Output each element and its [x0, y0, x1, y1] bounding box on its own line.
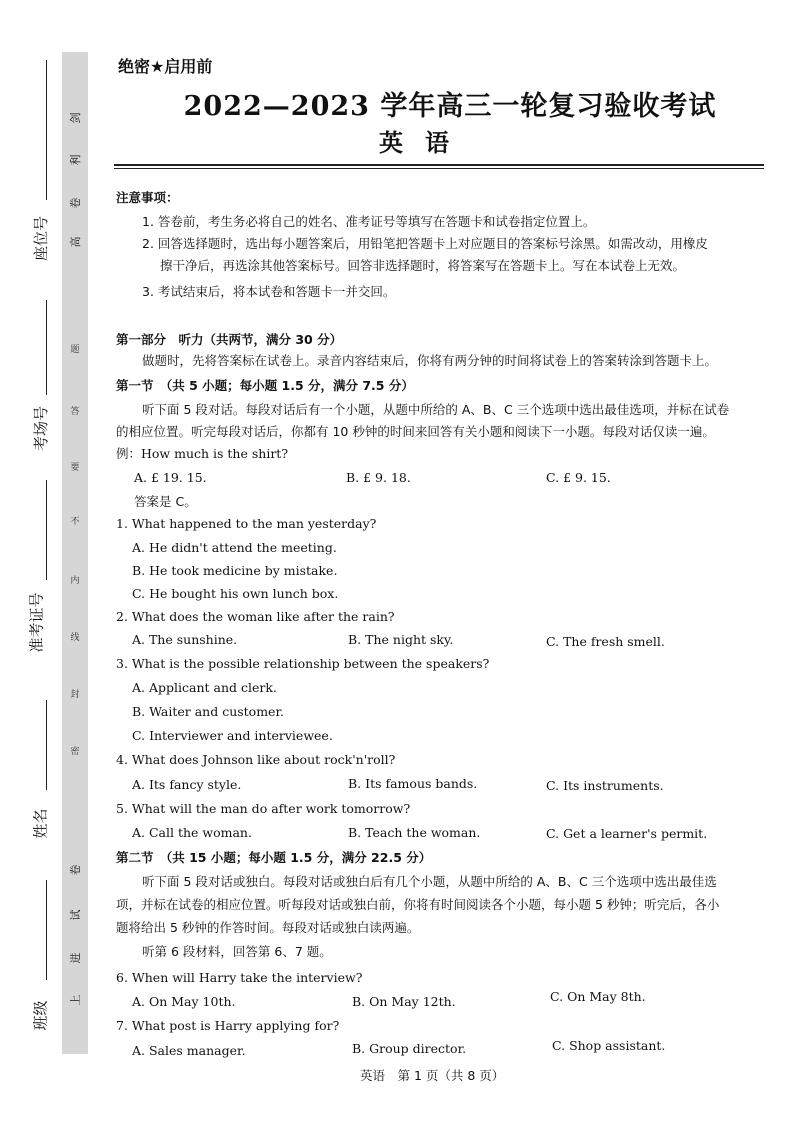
option: B. Waiter and customer. [132, 704, 285, 719]
gutter-char: 卷 [69, 864, 82, 876]
question: 2. What does the woman like after the rain? [116, 609, 395, 624]
class-line [46, 880, 47, 980]
name-line [46, 700, 47, 790]
option: B. Its famous bands. [348, 776, 478, 791]
section1-instruction: 听下面 5 段对话。每段对话后有一个小题，从题中所给的 A、B、C 三个选项中选出最佳选项，并标在试卷 [142, 402, 730, 417]
notes-item: 3. 考试结束后，将本试卷和答题卡一并交回。 [142, 284, 396, 299]
example-question: 例：How much is the shirt? [116, 446, 289, 461]
question: 5. What will the man do after work tomorrow? [116, 801, 411, 816]
option: A. Applicant and clerk. [132, 680, 277, 695]
seat-number-label: 座位号 [32, 215, 51, 262]
exam-room-label: 考场号 [32, 405, 51, 452]
gutter-char: 不 [70, 517, 80, 527]
option: A. He didn't attend the meeting. [132, 540, 337, 555]
section1-instruction: 的相应位置。听完每段对话后，你都有 10 秒钟的时间来回答有关小题和阅读下一小题。每段对话仅读一遍。 [116, 424, 715, 439]
gutter-char: 高 [69, 236, 82, 248]
name-label: 姓名 [31, 808, 50, 839]
gutter-char: 要 [70, 463, 80, 473]
class-label: 班级 [31, 1000, 50, 1031]
question: 3. What is the possible relationship between the speakers? [116, 656, 490, 671]
option: C. Get a learner's permit. [546, 826, 708, 841]
gutter-char: 上 [69, 994, 82, 1006]
gutter-char: 题 [70, 345, 80, 355]
example-option: C. £ 9. 15. [546, 470, 611, 485]
gutter-char: 试 [69, 909, 82, 921]
gutter-char: 利 [69, 154, 82, 166]
example-answer: 答案是 C。 [134, 494, 197, 509]
section1-heading: 第一节 （共 5 小题；每小题 1.5 分，满分 7.5 分） [116, 378, 414, 393]
option: C. The fresh smell. [546, 634, 665, 649]
exam-title: 2022—2023 学年高三一轮复习验收考试 [183, 91, 717, 122]
gutter-char: 密 [70, 747, 80, 757]
header-rule [114, 168, 764, 169]
gutter-char: 卷 [69, 197, 82, 209]
option: A. Its fancy style. [132, 777, 242, 792]
gutter-char: 封 [70, 690, 80, 700]
binding-strip [62, 52, 88, 1054]
section2-heading: 第二节 （共 15 小题；每小题 1.5 分，满分 22.5 分） [116, 850, 432, 865]
gutter-char: 剑 [69, 112, 82, 124]
option: C. Interviewer and interviewee. [132, 728, 333, 743]
question: 6. When will Harry take the interview? [116, 970, 363, 985]
example-option: B. £ 9. 18. [346, 470, 411, 485]
page-footer: 英语 第 1 页（共 8 页） [360, 1068, 505, 1083]
seat-number-line [46, 60, 47, 200]
question: 4. What does Johnson like about rock'n'roll? [116, 752, 396, 767]
question: 1. What happened to the man yesterday? [116, 516, 377, 531]
option: A. On May 10th. [132, 994, 236, 1009]
header-rule [114, 164, 764, 166]
admission-number-label: 准考证号 [27, 592, 46, 653]
option: B. Group director. [352, 1041, 467, 1056]
option: A. Sales manager. [132, 1043, 246, 1058]
option: C. Shop assistant. [552, 1038, 666, 1053]
gutter-char: 内 [70, 576, 80, 586]
section2-instruction: 题将给出 5 秒钟的作答时间。每段对话或独白读两遍。 [116, 920, 420, 935]
option: C. He bought his own lunch box. [132, 586, 339, 601]
example-option: A. £ 19. 15. [134, 470, 207, 485]
notes-item: 1. 答卷前，考生务必将自己的姓名、准考证号等填写在答题卡和试卷指定位置上。 [142, 214, 596, 229]
question: 7. What post is Harry applying for? [116, 1018, 340, 1033]
section2-instruction: 听下面 5 段对话或独白。每段对话或独白后有几个小题，从题中所给的 A、B、C 三个选项中选出最佳选 [142, 874, 717, 889]
material-instruction: 听第 6 段材料，回答第 6、7 题。 [142, 944, 332, 959]
confidential-mark: 绝密★启用前 [118, 57, 213, 76]
option: A. The sunshine. [132, 632, 238, 647]
option: B. He took medicine by mistake. [132, 563, 338, 578]
option: C. Its instruments. [546, 778, 664, 793]
gutter-char: 线 [70, 633, 80, 643]
exam-room-line [46, 300, 47, 395]
gutter-char: 进 [69, 952, 82, 964]
subject-title: 英语 [379, 128, 471, 157]
part1-heading: 第一部分 听力（共两节，满分 30 分） [116, 332, 343, 347]
gutter-char: 答 [70, 407, 80, 417]
notes-item: 2. 回答选择题时，选出每小题答案后，用铅笔把答题卡上对应题目的答案标号涂黑。如需改动，用橡皮 [142, 236, 708, 251]
notes-heading: 注意事项： [116, 190, 179, 205]
section2-instruction: 项，并标在试卷的相应位置。听每段对话或独白前，你将有时间阅读各个小题，每小题 5 秒钟；听完后，各小 [116, 897, 720, 912]
option: A. Call the woman. [132, 825, 252, 840]
notes-item: 擦干净后，再选涂其他答案标号。回答非选择题时，将答案写在答题卡上。写在本试卷上无效。 [160, 258, 686, 273]
part1-intro: 做题时，先将答案标在试卷上。录音内容结束后，你将有两分钟的时间将试卷上的答案转涂到答题卡上。 [142, 353, 718, 368]
option: B. The night sky. [348, 632, 454, 647]
admission-number-line [46, 480, 47, 580]
option: C. On May 8th. [550, 989, 646, 1004]
option: B. Teach the woman. [348, 825, 481, 840]
option: B. On May 12th. [352, 994, 456, 1009]
